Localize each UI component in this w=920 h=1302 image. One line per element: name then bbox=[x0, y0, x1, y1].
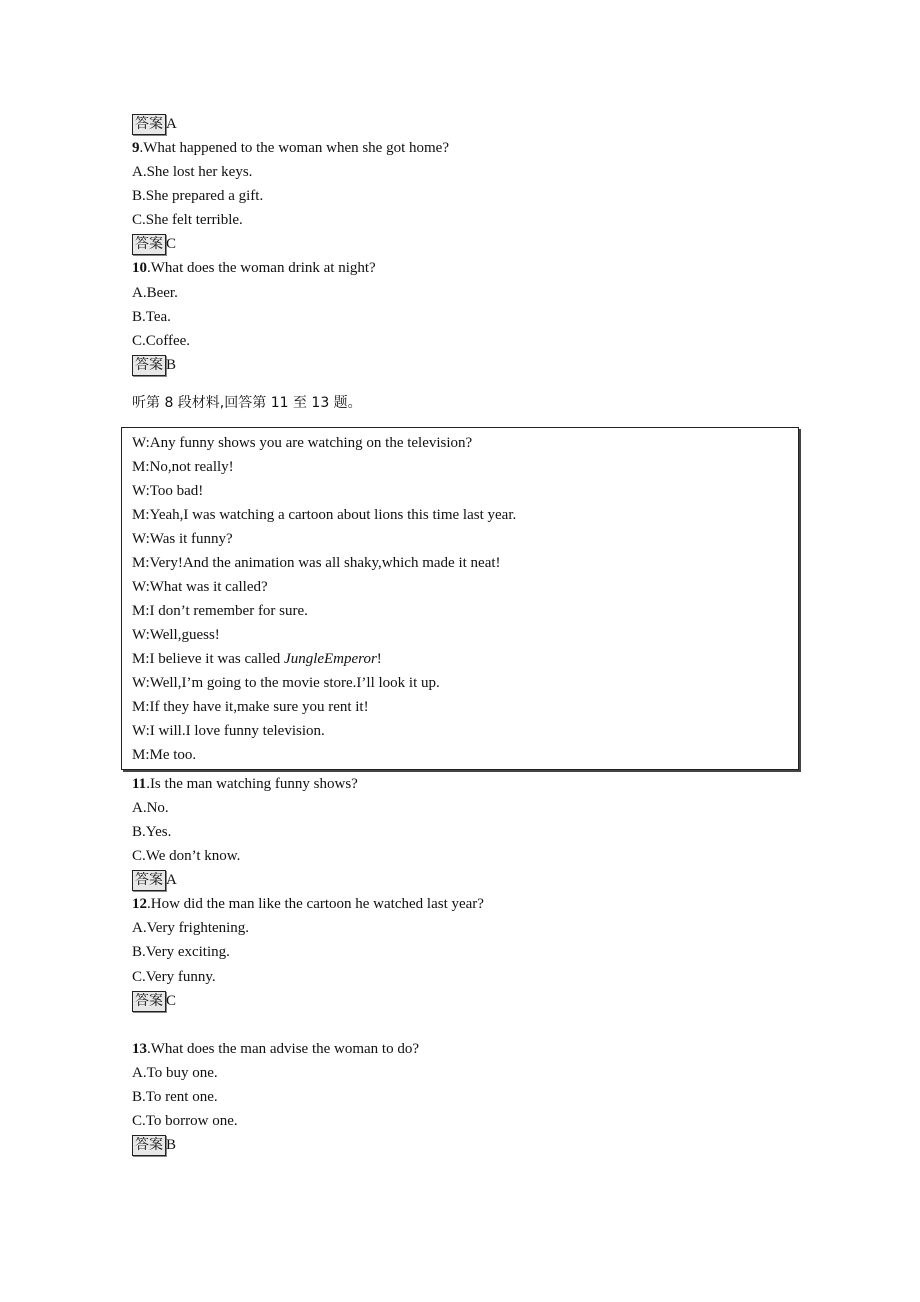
dialogue-line: M:Very!And the animation was all shaky,which made it neat! bbox=[132, 555, 501, 571]
answer-badge: 答案 bbox=[132, 991, 166, 1012]
answer-value: A bbox=[166, 116, 177, 132]
answer-value: B bbox=[166, 357, 177, 373]
question-number: 13 bbox=[132, 1041, 147, 1057]
option-a: A.Very frightening. bbox=[132, 920, 250, 936]
dialogue-line: M:I don’t remember for sure. bbox=[132, 603, 308, 619]
question-text: .What happened to the woman when she got home? bbox=[139, 140, 449, 156]
option-b: B.To rent one. bbox=[132, 1089, 218, 1105]
option-a: A.To buy one. bbox=[132, 1065, 218, 1081]
dialogue-line: M:No,not really! bbox=[132, 459, 234, 475]
answer-badge: 答案 bbox=[132, 870, 166, 891]
question-number: 10 bbox=[132, 260, 147, 276]
answer-badge: 答案 bbox=[132, 355, 166, 376]
question-number: 9 bbox=[132, 140, 140, 156]
answer-row bbox=[132, 1134, 176, 1156]
dialogue-line: W:Too bad! bbox=[132, 483, 204, 499]
question-10 bbox=[132, 257, 376, 279]
option-a: A.She lost her keys. bbox=[132, 164, 253, 180]
option-c: C.We don’t know. bbox=[132, 848, 241, 864]
option-c: C.Very funny. bbox=[132, 969, 216, 985]
dialogue-line: W:What was it called? bbox=[132, 579, 268, 595]
section-title: 听第 8 段材料,回答第 11 至 13 题。 bbox=[132, 395, 362, 411]
option-c: C.To borrow one. bbox=[132, 1113, 238, 1129]
answer-badge: 答案 bbox=[132, 234, 166, 255]
answer-value: C bbox=[166, 236, 177, 252]
option-b: B.Tea. bbox=[132, 309, 171, 325]
answer-value: C bbox=[166, 993, 177, 1009]
option-c: C.She felt terrible. bbox=[132, 212, 243, 228]
answer-row bbox=[132, 233, 176, 255]
question-number: 12 bbox=[132, 896, 147, 912]
dialogue-text: M:I believe it was called bbox=[132, 651, 285, 667]
question-number: 11 bbox=[132, 776, 147, 792]
answer-row bbox=[132, 113, 177, 135]
option-b: B.Very exciting. bbox=[132, 944, 230, 960]
dialogue-line bbox=[132, 648, 382, 670]
option-a: A.Beer. bbox=[132, 285, 178, 301]
dialogue-line: W:Any funny shows you are watching on the television? bbox=[132, 435, 473, 451]
dialogue-text: ! bbox=[376, 651, 382, 667]
answer-row bbox=[132, 990, 176, 1012]
option-b: B.She prepared a gift. bbox=[132, 188, 264, 204]
dialogue-line: W:Was it funny? bbox=[132, 531, 233, 547]
question-9 bbox=[132, 137, 449, 159]
question-text: .How did the man like the cartoon he watched last year? bbox=[147, 896, 484, 912]
question-text: .What does the woman drink at night? bbox=[147, 260, 376, 276]
dialogue-line: M:Yeah,I was watching a cartoon about lions this time last year. bbox=[132, 507, 517, 523]
cartoon-title: JungleEmperor bbox=[284, 651, 377, 667]
question-12 bbox=[132, 893, 484, 915]
option-c: C.Coffee. bbox=[132, 333, 191, 349]
question-13 bbox=[132, 1038, 419, 1060]
answer-badge: 答案 bbox=[132, 1135, 166, 1156]
dialogue-line: M:If they have it,make sure you rent it! bbox=[132, 699, 369, 715]
answer-value: B bbox=[166, 1137, 177, 1153]
dialogue-line: W:I will.I love funny television. bbox=[132, 723, 325, 739]
question-text: .Is the man watching funny shows? bbox=[146, 776, 358, 792]
question-11 bbox=[132, 773, 358, 795]
question-text: .What does the man advise the woman to do? bbox=[147, 1041, 420, 1057]
answer-row bbox=[132, 354, 176, 376]
dialogue-line: M:Me too. bbox=[132, 747, 197, 763]
answer-row bbox=[132, 869, 177, 891]
dialogue-line: W:Well,guess! bbox=[132, 627, 220, 643]
dialogue-transcript bbox=[121, 427, 799, 770]
answer-badge: 答案 bbox=[132, 114, 166, 135]
dialogue-line: W:Well,I’m going to the movie store.I’ll look it up. bbox=[132, 675, 440, 691]
answer-value: A bbox=[166, 872, 177, 888]
option-a: A.No. bbox=[132, 800, 169, 816]
option-b: B.Yes. bbox=[132, 824, 172, 840]
